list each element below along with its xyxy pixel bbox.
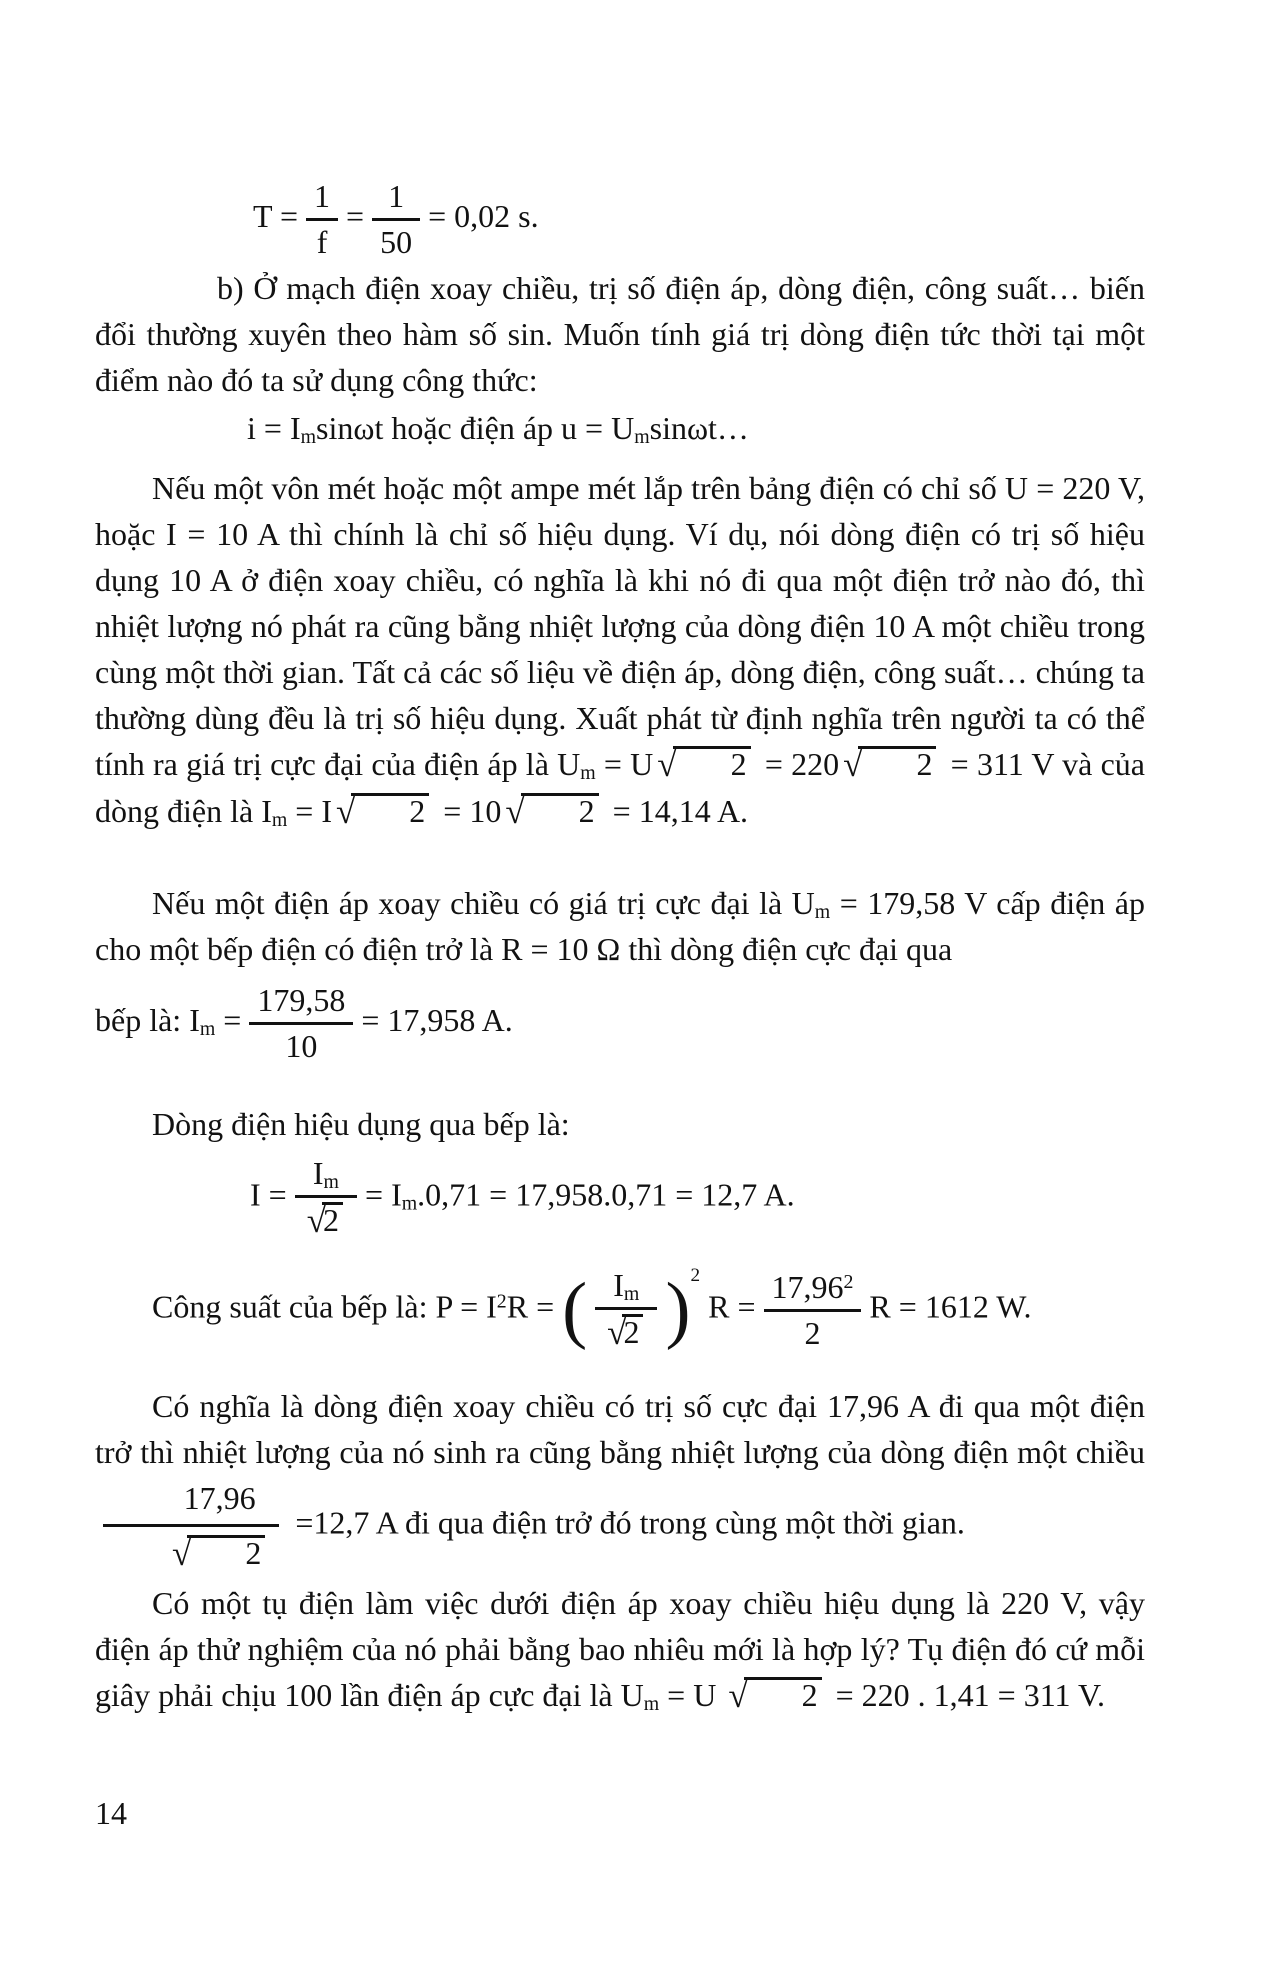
subscript-m: m xyxy=(643,1692,660,1715)
text-run: Công suất của bếp là: P = I xyxy=(152,1288,497,1325)
text-run: sinωt hoặc điện áp u = U xyxy=(316,410,635,446)
text-run: sinωt… xyxy=(649,410,749,446)
text-run: =12,7 A đi qua điện trở đó trong cùng một thời gian. xyxy=(295,1504,965,1541)
text-run: = xyxy=(346,197,365,234)
fraction-numerator: 1 xyxy=(388,178,405,214)
radical-sign: √ xyxy=(172,1534,190,1573)
text-run: = 10 xyxy=(435,793,502,829)
formula-period xyxy=(95,178,1284,261)
sqrt-2 xyxy=(843,746,936,782)
fraction-denominator xyxy=(103,1524,279,1577)
text-run: 17,96 xyxy=(771,1268,844,1305)
sqrt-2 xyxy=(172,1535,265,1571)
fraction-denominator: 2 xyxy=(764,1309,862,1352)
radicand: 2 xyxy=(351,793,429,825)
subscript-m: m xyxy=(580,761,596,784)
paragraph-stove xyxy=(95,880,1145,1065)
paragraph-b xyxy=(95,265,1145,403)
radical-sign: √ xyxy=(505,792,523,831)
line-effective-current xyxy=(95,1101,1145,1147)
fraction-numerator: 17,96 xyxy=(183,1480,256,1516)
text-run: I xyxy=(312,1155,324,1191)
text-run: i = I xyxy=(247,410,301,446)
fraction-numerator: 1 xyxy=(314,178,331,214)
radicand: 2 xyxy=(673,746,751,778)
radicand: 2 xyxy=(622,1314,643,1346)
subscript-m: m xyxy=(323,1170,339,1193)
text-run: = 14,14 A. xyxy=(604,793,749,829)
formula-power xyxy=(95,1264,1202,1353)
radicand: 2 xyxy=(187,1535,265,1567)
subscript-m: m xyxy=(814,900,831,923)
radicand: 2 xyxy=(521,793,599,825)
text-run: .0,71 = 17,958.0,71 = 12,7 A. xyxy=(417,1176,795,1213)
radical-sign: √ xyxy=(728,1676,746,1715)
fraction-numerator xyxy=(764,1269,862,1309)
text-run: R = xyxy=(708,1288,756,1325)
fraction-numerator xyxy=(295,1155,357,1195)
fraction-179-58-over-10 xyxy=(249,982,353,1065)
text-run: Nếu một điện áp xoay chiều có giá trị cực đại là U xyxy=(152,885,815,921)
text-run: R = xyxy=(506,1288,555,1325)
text-run: bếp là: I xyxy=(95,1001,200,1038)
text-run: = U xyxy=(659,1677,725,1713)
sqrt-2 xyxy=(307,1202,343,1238)
subscript-m: m xyxy=(300,425,317,448)
fraction-denominator: 10 xyxy=(249,1022,353,1065)
text-run: b) Ở mạch điện xoay chiều, trị số điện áp, dòng điện, công suất… biến đổi thường xuyên theo hàm số sin. Muốn tính giá trị dòng điện tức thời tại một điểm nào đó ta sử dụng công thức: xyxy=(95,270,1145,398)
superscript-2: 2 xyxy=(496,1290,507,1313)
superscript-2: 2 xyxy=(690,1264,701,1286)
text-run: = 179,58 V cấp điện áp cho một bếp điện có điện trở là R = 10 Ω thì dòng điện cực đại qua xyxy=(95,885,1146,967)
paragraph-meaning xyxy=(95,1383,1145,1577)
subscript-m: m xyxy=(199,1017,216,1040)
text-run: = U xyxy=(595,746,654,782)
text-run: = 17,958 A. xyxy=(361,1001,513,1038)
text-run: = 220 xyxy=(756,746,840,782)
text-run: Có nghĩa là dòng điện xoay chiều có trị số cực đại 17,96 A đi qua một điện trở thì nhiệt lượng của nó sinh ra cũng bằng nhiệt lượng của dòng điện một chiều xyxy=(95,1388,1145,1470)
fraction-17-96-over-sqrt2 xyxy=(103,1475,279,1577)
text-run: I xyxy=(613,1267,624,1303)
formula-rms-current xyxy=(95,1155,1284,1241)
radical-sign: √ xyxy=(657,745,675,784)
text-run: Có một tụ điện làm việc dưới điện áp xoay chiều hiệu dụng là 220 V, vậy điện áp thử nghiệm của nó phải bằng bao nhiêu mới là hợp lý? Tụ điện đó cứ mỗi giây phải chịu 100 lần điện áp cực đại là U xyxy=(95,1585,1145,1713)
sqrt-2 xyxy=(505,793,598,829)
text-run: T = xyxy=(253,197,299,234)
radical-sign: √ xyxy=(306,1201,325,1240)
text-run: = 0,02 s. xyxy=(428,197,539,234)
fraction-denominator: 50 xyxy=(372,218,420,261)
text-run: = xyxy=(215,1001,242,1038)
fraction-im-over-sqrt2 xyxy=(595,1267,657,1353)
superscript-2: 2 xyxy=(843,1270,854,1293)
fraction-numerator xyxy=(595,1267,657,1307)
paragraph-effective-values xyxy=(95,465,1145,835)
subscript-m: m xyxy=(271,808,288,831)
fraction-denominator xyxy=(295,1195,357,1241)
sqrt-2 xyxy=(607,1314,643,1350)
text-run: = 311 V và của dòng điện là I xyxy=(95,746,1146,829)
text-run: Nếu một vôn mét hoặc một ampe mét lắp trên bảng điện có chỉ số U = 220 V, hoặc I = 10 A thì chính là chỉ số hiệu dụng. Ví dụ, nói dòng điện có trị số hiệu dụng 10 A ở điện xoay chiều, có nghĩa là khi nó đi qua một điện trở nào đó, thì nhiệt lượng nó phát ra cũng bằng nhiệt lượng của dòng điện 10 A một chiều trong cùng một thời gian. Tất cả các số liệu về điện áp, dòng điện, công suất… chúng ta thường dùng đều là trị số hiệu dụng. Xuất phát từ định nghĩa trên người ta có thể tính ra giá trị cực đại của điện áp là U xyxy=(95,470,1145,782)
text-run: = I xyxy=(365,1176,402,1213)
text-run: = 220 . 1,41 = 311 V. xyxy=(827,1677,1105,1713)
paragraph-stove-text xyxy=(95,880,1145,972)
text-run: R = 1612 W. xyxy=(869,1288,1032,1325)
page-number: 14 xyxy=(95,1795,127,1831)
fraction-numerator: 179,58 xyxy=(257,982,346,1018)
fraction-denominator: f xyxy=(306,218,338,261)
fraction-im-over-sqrt2 xyxy=(295,1155,357,1241)
paragraph-capacitor xyxy=(95,1580,1145,1719)
radical-sign: √ xyxy=(335,792,354,831)
fraction-1-over-f xyxy=(306,178,338,261)
paren-close: ) xyxy=(665,1268,691,1351)
radicand: 2 xyxy=(322,1202,343,1234)
formula-stove-current xyxy=(95,982,1145,1065)
fraction-denominator xyxy=(595,1307,657,1353)
fraction-1-over-50 xyxy=(372,178,420,261)
subscript-m: m xyxy=(401,1192,418,1215)
subscript-m: m xyxy=(623,1282,640,1305)
subscript-m: m xyxy=(634,425,650,448)
radical-sign: √ xyxy=(607,1313,625,1352)
formula-instantaneous xyxy=(95,410,1284,447)
text-run: = I xyxy=(287,793,332,829)
radical-sign: √ xyxy=(843,745,861,784)
radicand: 2 xyxy=(744,1677,822,1709)
sqrt-2 xyxy=(657,746,750,782)
fraction-17-96sq-over-2 xyxy=(764,1269,862,1352)
paren-open: ( xyxy=(562,1268,588,1351)
radicand: 2 xyxy=(858,746,936,778)
sqrt-2 xyxy=(728,1677,821,1713)
text-run: Dòng điện hiệu dụng qua bếp là: xyxy=(152,1106,570,1142)
sqrt-2 xyxy=(336,793,429,829)
text-run: I = xyxy=(250,1176,287,1213)
